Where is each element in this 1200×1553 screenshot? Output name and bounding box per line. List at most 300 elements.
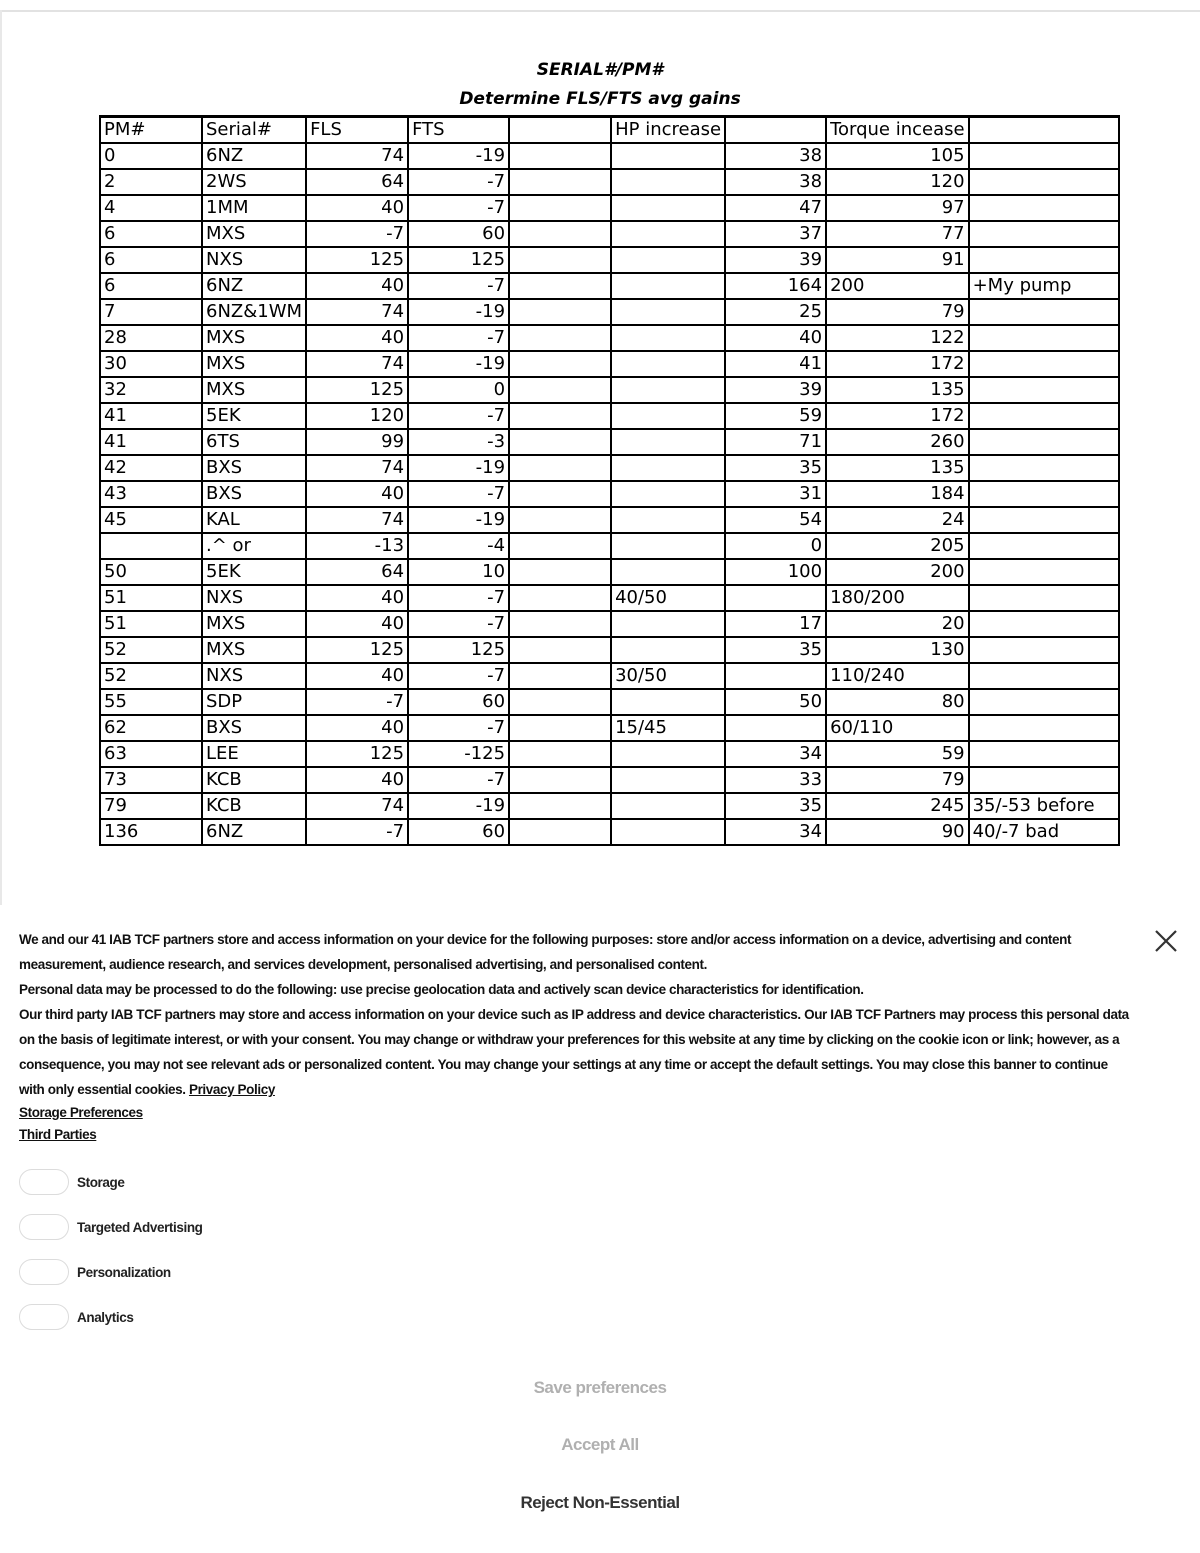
table-cell: 41	[100, 403, 202, 429]
table-cell: 41	[725, 351, 826, 377]
table-cell: SDP	[202, 689, 306, 715]
table-cell: 39	[725, 247, 826, 273]
table-cell: 40/50	[611, 585, 725, 611]
table-cell: 125	[306, 741, 408, 767]
table-cell: -7	[306, 221, 408, 247]
table-cell: 38	[725, 143, 826, 169]
table-cell: 45	[100, 507, 202, 533]
table-cell	[509, 325, 611, 351]
table-cell: 260	[826, 429, 969, 455]
close-icon[interactable]	[1152, 927, 1180, 955]
table-row	[100, 299, 1119, 325]
table-cell: 35	[725, 793, 826, 819]
table-row	[100, 533, 1119, 559]
table-cell: 200	[826, 559, 969, 585]
table-cell	[611, 533, 725, 559]
table-cell: 37	[725, 221, 826, 247]
table-cell: 105	[826, 143, 969, 169]
table-cell	[969, 481, 1119, 507]
table-cell: 40	[306, 767, 408, 793]
table-cell	[611, 481, 725, 507]
table-row	[100, 793, 1119, 819]
table-cell: 35	[725, 637, 826, 663]
table-cell: 35	[725, 455, 826, 481]
personalization-toggle-label: Personalization	[77, 1264, 171, 1280]
table-cell: 6NZ	[202, 273, 306, 299]
table-cell: 6NZ	[202, 819, 306, 845]
table-cell	[611, 689, 725, 715]
table-cell: 64	[306, 559, 408, 585]
table-cell: 24	[826, 507, 969, 533]
table-cell: -19	[408, 299, 509, 325]
table-header-cell: FLS	[306, 117, 408, 144]
table-row	[100, 351, 1119, 377]
table-cell: 59	[725, 403, 826, 429]
table-cell: 184	[826, 481, 969, 507]
table-cell: 40	[306, 325, 408, 351]
table-cell: 31	[725, 481, 826, 507]
table-cell: -19	[408, 351, 509, 377]
table-header-row	[100, 117, 1119, 144]
table-cell	[725, 585, 826, 611]
table-cell	[509, 455, 611, 481]
table-cell: 100	[725, 559, 826, 585]
table-cell	[969, 741, 1119, 767]
table-cell: .^ or	[202, 533, 306, 559]
consent-text	[19, 927, 1134, 1146]
table-cell	[509, 585, 611, 611]
table-cell	[969, 195, 1119, 221]
table-cell: 74	[306, 507, 408, 533]
table-header-cell	[969, 117, 1119, 144]
table-cell: 34	[725, 819, 826, 845]
targeted-advertising-toggle-label: Targeted Advertising	[77, 1219, 203, 1235]
table-cell: 60	[408, 689, 509, 715]
table-row	[100, 741, 1119, 767]
table-row	[100, 611, 1119, 637]
table-cell: 25	[725, 299, 826, 325]
table-row	[100, 637, 1119, 663]
table-cell	[509, 143, 611, 169]
analytics-toggle[interactable]	[19, 1304, 69, 1330]
table-cell: 59	[826, 741, 969, 767]
table-cell: 164	[725, 273, 826, 299]
table-cell	[509, 377, 611, 403]
table-cell: 172	[826, 403, 969, 429]
table-cell	[969, 351, 1119, 377]
table-cell	[509, 247, 611, 273]
table-cell: 97	[826, 195, 969, 221]
table-cell: 74	[306, 299, 408, 325]
table-header-cell	[509, 117, 611, 144]
table-cell: 74	[306, 793, 408, 819]
table-cell	[509, 507, 611, 533]
table-cell: 5EK	[202, 559, 306, 585]
table-cell: -7	[408, 325, 509, 351]
table-cell	[969, 169, 1119, 195]
table-cell: 30/50	[611, 663, 725, 689]
table-cell: 205	[826, 533, 969, 559]
table-cell	[611, 221, 725, 247]
table-cell	[611, 143, 725, 169]
table-cell: 2WS	[202, 169, 306, 195]
table-cell	[509, 793, 611, 819]
table-cell: 180/200	[826, 585, 969, 611]
table-cell: 74	[306, 455, 408, 481]
table-row	[100, 559, 1119, 585]
third-parties-link[interactable]: Third Parties	[19, 1127, 97, 1142]
table-header-cell: PM#	[100, 117, 202, 144]
table-cell	[611, 507, 725, 533]
table-cell	[509, 611, 611, 637]
table-cell: 6NZ	[202, 143, 306, 169]
table-cell	[611, 429, 725, 455]
table-cell: 62	[100, 715, 202, 741]
table-cell: 91	[826, 247, 969, 273]
table-cell: 0	[408, 377, 509, 403]
table-cell: 47	[725, 195, 826, 221]
table-cell: KCB	[202, 793, 306, 819]
table-cell: 42	[100, 455, 202, 481]
table-row	[100, 247, 1119, 273]
toggle-row-personalization	[19, 1258, 171, 1286]
table-cell	[969, 299, 1119, 325]
table-cell: -13	[306, 533, 408, 559]
reject-non-essential-button[interactable]: Reject Non-Essential	[0, 1492, 1200, 1514]
table-cell: 51	[100, 611, 202, 637]
table-cell: -19	[408, 507, 509, 533]
table-cell	[509, 299, 611, 325]
cookie-consent-banner	[0, 905, 1200, 1553]
table-header-cell: HP increase	[611, 117, 725, 144]
table-cell	[509, 169, 611, 195]
table-cell: 99	[306, 429, 408, 455]
table-cell	[509, 741, 611, 767]
table-cell	[509, 273, 611, 299]
table-cell: 40	[306, 715, 408, 741]
table-cell: 6	[100, 221, 202, 247]
table-cell: -7	[408, 585, 509, 611]
table-cell: -7	[408, 481, 509, 507]
sheet-subtitle: Determine FLS/FTS avg gains	[459, 89, 741, 109]
save-preferences-button[interactable]: Save preferences	[0, 1377, 1200, 1399]
table-cell: 40	[306, 195, 408, 221]
table-cell: 79	[826, 767, 969, 793]
table-cell: -7	[408, 195, 509, 221]
table-cell	[611, 455, 725, 481]
table-cell	[725, 663, 826, 689]
table-cell: 122	[826, 325, 969, 351]
table-cell: 125	[408, 637, 509, 663]
table-row	[100, 143, 1119, 169]
table-cell: -4	[408, 533, 509, 559]
table-cell	[969, 403, 1119, 429]
table-cell: 40	[306, 611, 408, 637]
table-cell: 40	[306, 663, 408, 689]
table-cell	[611, 819, 725, 845]
table-cell	[969, 455, 1119, 481]
table-cell: 80	[826, 689, 969, 715]
sheet-title: SERIAL#/PM#	[536, 60, 664, 80]
table-cell	[611, 351, 725, 377]
table-cell: -19	[408, 455, 509, 481]
accept-all-button[interactable]: Accept All	[0, 1434, 1200, 1456]
table-cell	[969, 221, 1119, 247]
table-cell: 43	[100, 481, 202, 507]
table-cell: 60	[408, 221, 509, 247]
table-cell: 125	[408, 247, 509, 273]
table-cell	[969, 637, 1119, 663]
table-cell: 17	[725, 611, 826, 637]
storage-toggle-label: Storage	[77, 1174, 125, 1190]
table-cell	[611, 299, 725, 325]
table-cell: 32	[100, 377, 202, 403]
table-cell: 136	[100, 819, 202, 845]
table-cell	[969, 533, 1119, 559]
table-cell: 172	[826, 351, 969, 377]
table-cell: 54	[725, 507, 826, 533]
toggle-row-targeted-advertising	[19, 1213, 203, 1241]
table-cell: MXS	[202, 611, 306, 637]
table-cell: 90	[826, 819, 969, 845]
table-cell: 52	[100, 663, 202, 689]
table-cell	[509, 195, 611, 221]
table-row	[100, 403, 1119, 429]
table-cell	[969, 325, 1119, 351]
table-cell: 30	[100, 351, 202, 377]
table-cell: MXS	[202, 221, 306, 247]
table-cell	[969, 767, 1119, 793]
table-cell: 110/240	[826, 663, 969, 689]
table-cell: 7	[100, 299, 202, 325]
table-cell	[969, 143, 1119, 169]
table-cell: 79	[826, 299, 969, 325]
table-cell: -19	[408, 143, 509, 169]
table-cell: 77	[826, 221, 969, 247]
table-cell: BXS	[202, 455, 306, 481]
table-cell: 6	[100, 247, 202, 273]
table-cell: 40	[725, 325, 826, 351]
table-cell: MXS	[202, 377, 306, 403]
table-row	[100, 455, 1119, 481]
table-cell: LEE	[202, 741, 306, 767]
table-cell: 38	[725, 169, 826, 195]
table-header-cell: Serial#	[202, 117, 306, 144]
consent-paragraph-partners: Our third party IAB TCF partners may store and access information on your device such as IP address and device characteristics. Our IAB TCF Partners may process this personal data on the basis of legitimate interest, or with your consent. You may change or withdraw your preferences for this website at any time by clicking on the cookie icon or link; however, as a consequence, you may not see relevant ads or personalized content. You may change your settings at any time or accept the default settings. You may close this banner to continue with only essential cookies. Privacy Policy	[19, 1007, 1129, 1097]
table-row	[100, 663, 1119, 689]
table-cell: KAL	[202, 507, 306, 533]
table-cell: 40	[306, 481, 408, 507]
table-cell	[509, 429, 611, 455]
table-cell	[509, 351, 611, 377]
table-row	[100, 195, 1119, 221]
table-cell: -7	[306, 819, 408, 845]
table-cell: NXS	[202, 663, 306, 689]
table-cell: -7	[408, 663, 509, 689]
table-row	[100, 689, 1119, 715]
table-row	[100, 507, 1119, 533]
table-cell: MXS	[202, 351, 306, 377]
table-row	[100, 819, 1119, 845]
table-cell: 28	[100, 325, 202, 351]
table-cell: 60	[408, 819, 509, 845]
table-row	[100, 429, 1119, 455]
table-cell: 74	[306, 143, 408, 169]
table-cell: 60/110	[826, 715, 969, 741]
table-cell: 74	[306, 351, 408, 377]
table-cell: NXS	[202, 247, 306, 273]
table-cell: 35/-53 before	[969, 793, 1119, 819]
table-row	[100, 325, 1119, 351]
table-row	[100, 273, 1119, 299]
table-cell	[611, 403, 725, 429]
table-cell: -3	[408, 429, 509, 455]
table-cell: 125	[306, 247, 408, 273]
table-cell: NXS	[202, 585, 306, 611]
table-cell: 41	[100, 429, 202, 455]
table-cell	[969, 429, 1119, 455]
table-cell: -7	[408, 169, 509, 195]
table-row	[100, 169, 1119, 195]
table-cell	[611, 767, 725, 793]
table-cell: -7	[408, 273, 509, 299]
table-cell: 245	[826, 793, 969, 819]
table-cell: 0	[725, 533, 826, 559]
table-cell: 135	[826, 455, 969, 481]
table-cell	[509, 767, 611, 793]
table-cell	[100, 533, 202, 559]
table-cell	[509, 533, 611, 559]
table-cell: 135	[826, 377, 969, 403]
table-cell: 40	[306, 273, 408, 299]
toggle-row-analytics	[19, 1303, 133, 1331]
table-cell: 4	[100, 195, 202, 221]
storage-preferences-link[interactable]: Storage Preferences	[19, 1105, 143, 1120]
table-cell	[509, 689, 611, 715]
table-header-cell: Torque incease	[826, 117, 969, 144]
table-row	[100, 221, 1119, 247]
table-cell: 52	[100, 637, 202, 663]
table-cell: +My pump	[969, 273, 1119, 299]
table-cell: -7	[408, 715, 509, 741]
table-cell	[509, 663, 611, 689]
table-cell: -19	[408, 793, 509, 819]
table-cell	[611, 637, 725, 663]
table-cell	[611, 195, 725, 221]
table-cell: 6NZ&1WM	[202, 299, 306, 325]
table-cell	[969, 507, 1119, 533]
table-cell	[611, 559, 725, 585]
table-cell	[611, 273, 725, 299]
table-cell: 40	[306, 585, 408, 611]
table-cell	[969, 585, 1119, 611]
table-cell	[611, 377, 725, 403]
table-cell: MXS	[202, 325, 306, 351]
data-table	[99, 115, 1120, 846]
personalization-toggle[interactable]	[19, 1259, 69, 1285]
table-cell	[611, 247, 725, 273]
table-cell: 2	[100, 169, 202, 195]
table-cell: 15/45	[611, 715, 725, 741]
table-cell: 125	[306, 637, 408, 663]
table-cell	[611, 793, 725, 819]
table-cell: 125	[306, 377, 408, 403]
table-cell: 50	[725, 689, 826, 715]
table-cell	[509, 481, 611, 507]
table-row	[100, 377, 1119, 403]
table-cell	[611, 741, 725, 767]
table-cell: 1MM	[202, 195, 306, 221]
table-row	[100, 715, 1119, 741]
table-cell	[509, 715, 611, 741]
analytics-toggle-label: Analytics	[77, 1309, 134, 1325]
table-cell	[969, 611, 1119, 637]
table-cell: 63	[100, 741, 202, 767]
table-cell	[509, 637, 611, 663]
table-cell	[509, 559, 611, 585]
table-cell: 0	[100, 143, 202, 169]
table-cell: 39	[725, 377, 826, 403]
table-cell: 10	[408, 559, 509, 585]
table-cell: 33	[725, 767, 826, 793]
table-cell: 130	[826, 637, 969, 663]
table-cell	[509, 403, 611, 429]
table-cell: 55	[100, 689, 202, 715]
table-cell: 64	[306, 169, 408, 195]
table-cell	[969, 715, 1119, 741]
table-cell: -7	[306, 689, 408, 715]
table-header-cell: FTS	[408, 117, 509, 144]
table-cell	[969, 247, 1119, 273]
table-cell: 73	[100, 767, 202, 793]
table-cell: 6TS	[202, 429, 306, 455]
table-cell: 40/-7 bad	[969, 819, 1119, 845]
targeted-advertising-toggle[interactable]	[19, 1214, 69, 1240]
table-cell: -7	[408, 611, 509, 637]
privacy-policy-link[interactable]: Privacy Policy	[188, 1082, 275, 1097]
table-cell	[611, 611, 725, 637]
table-cell	[969, 663, 1119, 689]
table-cell: -7	[408, 403, 509, 429]
table-cell	[969, 689, 1119, 715]
table-cell: BXS	[202, 715, 306, 741]
table-row	[100, 481, 1119, 507]
toggle-row-storage	[19, 1168, 124, 1196]
table-header-cell	[725, 117, 826, 144]
table-cell	[969, 559, 1119, 585]
table-cell: 6	[100, 273, 202, 299]
table-row	[100, 767, 1119, 793]
table-cell	[969, 377, 1119, 403]
table-cell	[725, 715, 826, 741]
table-cell	[509, 819, 611, 845]
table-cell: 50	[100, 559, 202, 585]
table-cell: MXS	[202, 637, 306, 663]
table-cell: 120	[306, 403, 408, 429]
table-cell: 120	[826, 169, 969, 195]
table-cell	[509, 221, 611, 247]
table-cell: 5EK	[202, 403, 306, 429]
storage-toggle[interactable]	[19, 1169, 69, 1195]
consent-paragraph-purposes: We and our 41 IAB TCF partners store and access information on your device for the following purposes: store and/or access information on a device, advertising and content measurement, audience research, and services development, personalised advertising, and personalised content.	[19, 932, 1072, 972]
table-cell: 79	[100, 793, 202, 819]
table-cell: 34	[725, 741, 826, 767]
table-cell: 51	[100, 585, 202, 611]
table-cell	[611, 325, 725, 351]
table-cell	[611, 169, 725, 195]
table-cell: BXS	[202, 481, 306, 507]
table-cell: -7	[408, 767, 509, 793]
